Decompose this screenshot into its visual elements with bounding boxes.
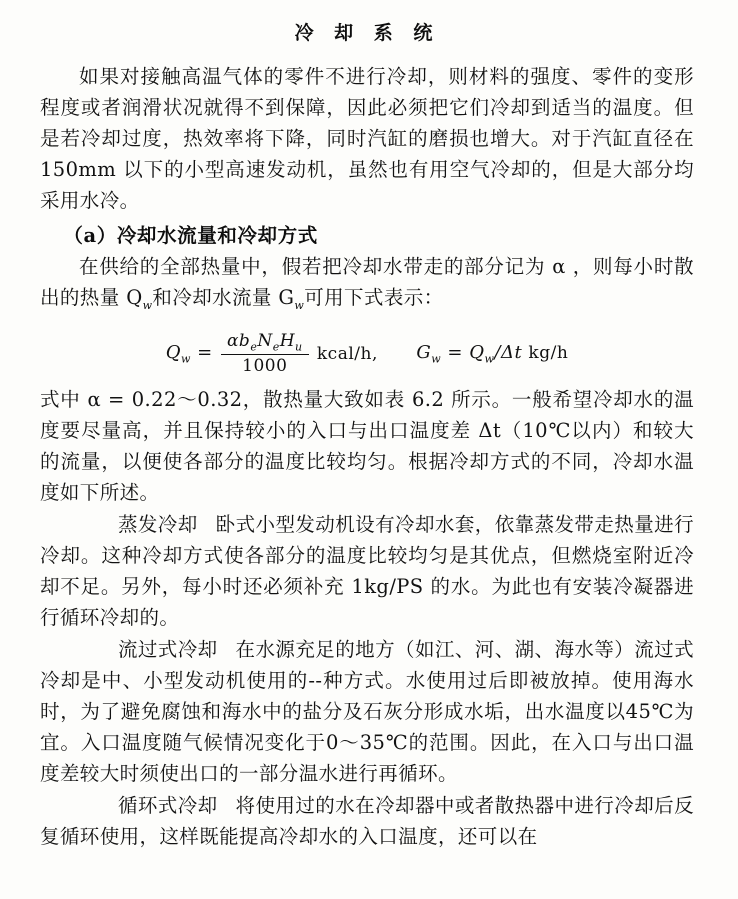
formula-denominator: 1000 [242, 356, 288, 377]
num-sub-3: u [295, 340, 303, 354]
formula-right-q-sub: w [484, 352, 495, 366]
formula-equals: = [197, 341, 213, 363]
text-evaporative-cooling: 卧式小型发动机设有冷却水套，依靠蒸发带走热量进行冷却。这种冷却方式使各部分的温度比较均匀是其优点，但燃烧室附近冷却不足。另外，每小时还必须补充 1kg/PS 的水。为此也有安装冷凝器进行循环冷却的。 [40, 513, 694, 630]
page-title: 冷 却 系 统 [294, 22, 440, 44]
text-flow-through-cooling: 在水源充足的地方（如江、河、湖、海水等）流过式冷却是中、小型发动机使用的--种方式。水使用过后即被放掉。使用海水时，为了避免腐蚀和海水中的盐分及石灰分形成水垢，出水温度以45℃为宜。入口温度随气候情况变化于0～35℃的范围。因此，在入口与出口温度差较大时须使出口的一部分温水进行再循环。 [40, 638, 694, 786]
num-part-3: H [279, 330, 296, 351]
paragraph-after-formula: 式中 α = 0.22～0.32，散热量大致如表 6.2 所示。一般希望冷却水的温度要尽量高，并且保持较小的入口与出口温度差 Δt（10℃以内）和较大的流量，以便使各部分的温度比较均匀。根据冷却方式的不同，冷却水温度如下所述。 [40, 388, 694, 505]
paragraph-circulating-cooling [40, 790, 694, 852]
text-fragment: 在供给的全部热量中，假若把冷却水带走的部分记为 α ，则每小时散出的热量 Q [40, 255, 694, 309]
num-sub-2: e [272, 340, 280, 354]
num-part-2: N [257, 330, 273, 351]
text-fragment: 和冷却水流量 G [152, 286, 295, 309]
formula-left-term [166, 342, 213, 366]
text-fragment: 可用下式表示： [304, 286, 444, 309]
formula-numerator [221, 331, 309, 355]
paragraph-evaporative-cooling [40, 509, 694, 633]
paragraph-section-a-intro [40, 251, 694, 321]
term-circulating-cooling: 循环式冷却 [118, 794, 218, 818]
formula-right-q: Q [469, 341, 485, 363]
num-part-1: αb [226, 330, 251, 351]
formula-unit-2: kg/h [528, 342, 569, 363]
formula-gw: G [416, 341, 432, 363]
formula-right-term [416, 342, 568, 366]
paragraph-intro: 如果对接触高温气体的零件不进行冷却，则材料的强度、零件的变形程度或者润滑状况就得不到保障，因此必须把它们冷却到适当的温度。但是若冷却过度，热效率将下降，同时汽缸的磨损也增大。对于汽缸直径在 150mm 以下的小型高速发动机，虽然也有用空气冷却的，但是大部分均采用水冷。 [40, 65, 694, 212]
formula-right-equals: = [447, 341, 463, 363]
formula-gw-sub: w [431, 352, 442, 366]
formula-qw: Q [165, 341, 181, 363]
section-heading-a: （a）冷却水流量和冷却方式 [63, 224, 318, 247]
formula-right-dt: /Δt [494, 341, 523, 363]
formula-fraction [221, 331, 309, 376]
formula-unit-1: kcal/h, [316, 343, 378, 364]
formula-block [40, 331, 694, 376]
paragraph-flow-through-cooling [40, 634, 694, 789]
formula-qw-sub: w [180, 352, 191, 366]
subscript-w-2: w [294, 298, 305, 312]
term-evaporative-cooling: 蒸发冷却 [118, 513, 198, 537]
subscript-w-1: w [142, 298, 153, 312]
term-flow-through-cooling: 流过式冷却 [118, 638, 218, 662]
text-circulating-cooling: 将使用过的水在冷却器中或者散热器中进行冷却后反复循环使用，这样既能提高冷却水的入口温度，还可以在 [40, 794, 694, 849]
num-sub-1: e [250, 340, 258, 354]
